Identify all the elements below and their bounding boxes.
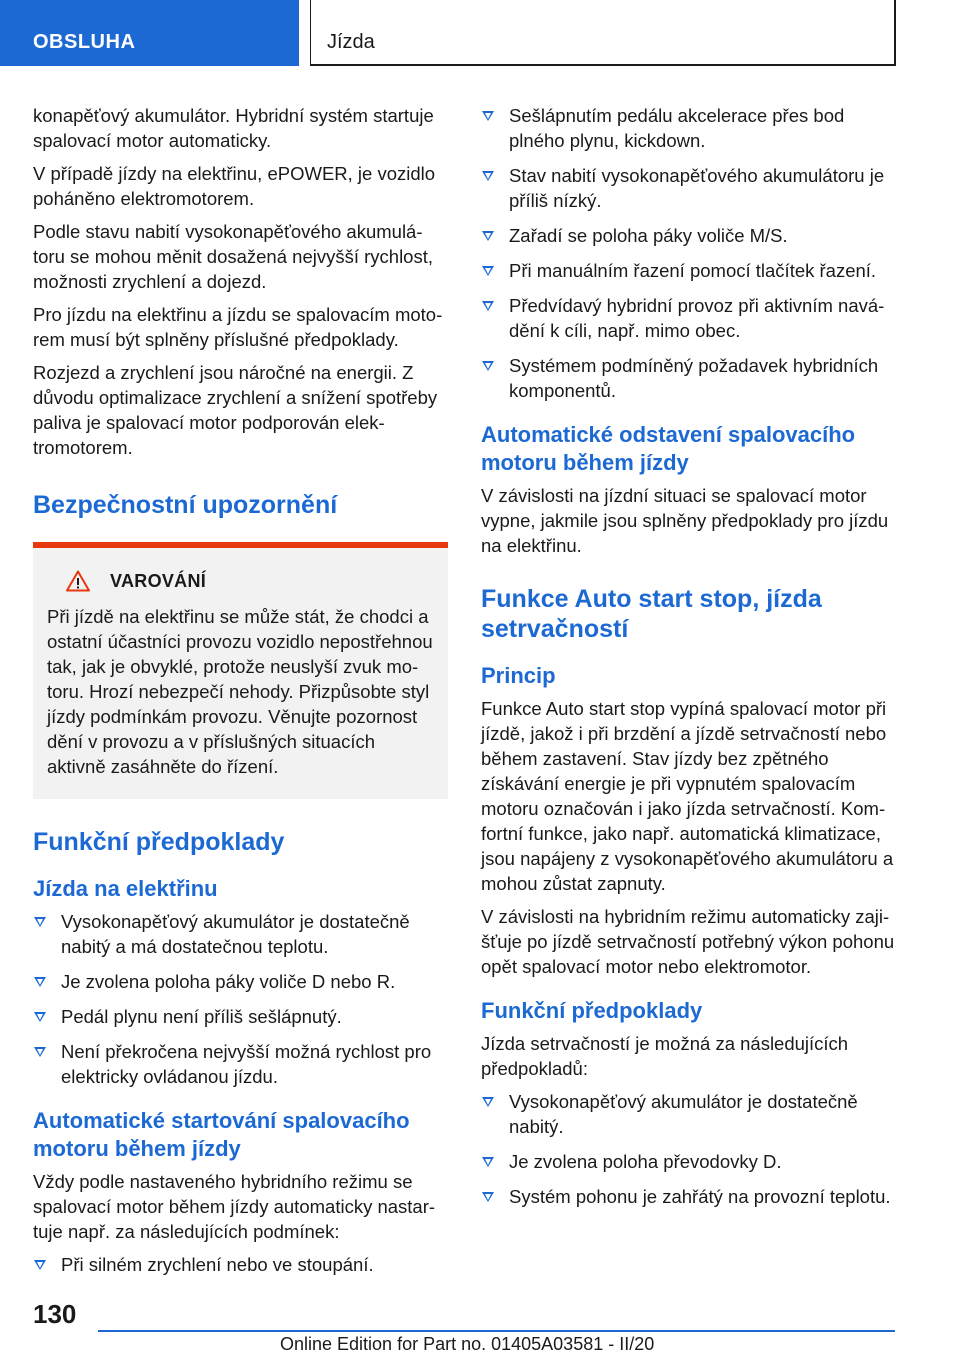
list-item: Zařadí se poloha páky voliče M/S.	[481, 223, 897, 248]
list-item: Při manuálním řazení pomocí tlačítek řazení.	[481, 258, 897, 283]
edition-text: Online Edition for Part no. 01405A03581 - II/20	[280, 1334, 655, 1354]
list-item: Je zvolena poloha převodovky D.	[481, 1149, 897, 1174]
list-item: Systém pohonu je zahřátý na provozní teplotu.	[481, 1184, 897, 1209]
triangle-bullet-icon	[34, 917, 46, 927]
chapter-title: Jízda	[310, 0, 896, 66]
triangle-bullet-icon	[34, 1260, 46, 1270]
triangle-bullet-icon	[482, 1192, 494, 1202]
triangle-bullet-icon	[34, 1047, 46, 1057]
coast-func-text: Jízda setrvačností je možná za následujících předpokladů:	[481, 1033, 849, 1079]
list-item: Pedál plynu není příliš sešlápnutý.	[33, 1004, 448, 1029]
triangle-bullet-icon	[34, 977, 46, 987]
triangle-bullet-icon	[482, 361, 494, 371]
warning-triangle-icon	[66, 570, 90, 592]
intro-paragraph: V případě jízdy na elektřinu, ePOWER, je vozidlo poháněno elektromotorem.	[33, 163, 436, 209]
warning-title-row	[66, 570, 434, 592]
list-item: Stav nabití vysokonapěťového akumulátoru je příliš nízký.	[481, 163, 897, 213]
coast-func-heading: Funkční předpoklady	[481, 998, 703, 1023]
page-header	[0, 0, 960, 66]
func-heading: Funkční předpoklady	[33, 828, 285, 856]
warning-box	[33, 548, 448, 799]
section-tab: OBSLUHA	[0, 0, 299, 66]
intro-paragraph: Pro jízdu na elektřinu a jízdu se spalovacím motorem musí být splněny příslušné předpoklady.	[33, 304, 443, 350]
triangle-bullet-icon	[482, 111, 494, 121]
warning-text: Při jízdě na elektřinu se může stát, že chodci a ostatní účastníci provozu vozidlo nepostřehnou tak, jak je obvyklé, protože neuslyší zvuk motoru. Hrozí nebezpečí nehody. Přizpůsobte styl jízdy podmínkám provozu. Věnujte pozornost dění v provozu a v příslušných situacích aktivně zasáhněte do řízení.	[47, 606, 433, 777]
coast-func-list	[481, 1089, 897, 1209]
autostart-heading: Automatické startování spalovacího motoru během jízdy	[33, 1108, 410, 1161]
electric-heading: Jízda na elektřinu	[33, 876, 218, 901]
intro-paragraph: konapěťový akumulátor. Hybridní systém startuje spalovací motor automaticky.	[33, 105, 434, 151]
intro-paragraph: Rozjezd a zrychlení jsou náročné na energii. Z důvodu optimalizace zrychlení a snížení spotřeby paliva je spalovací motor podporován elektromotorem.	[33, 362, 438, 458]
left-column	[33, 103, 448, 1287]
autostart-list	[33, 1252, 448, 1277]
electric-list	[33, 909, 448, 1089]
triangle-bullet-icon	[482, 1157, 494, 1167]
list-item: Při silném zrychlení nebo ve stoupání.	[33, 1252, 448, 1277]
principle-text: V závislosti na hybridním režimu automaticky zajišťuje po jízdě setrvačností potřebný výkon pohonu opět spalovací motor nebo elektromotor.	[481, 906, 895, 977]
triangle-bullet-icon	[482, 231, 494, 241]
list-item: Sešlápnutím pedálu akcelerace přes bod plného plynu, kickdown.	[481, 103, 897, 153]
right-column	[481, 103, 897, 1219]
safety-heading: Bezpečnostní upozornění	[33, 491, 338, 519]
list-item: Vysokonapěťový akumulátor je dostatečně nabitý.	[481, 1089, 897, 1139]
autostop-heading: Automatické odstavení spalovacího motoru během jízdy	[481, 422, 856, 475]
coast-heading: Funkce Auto start stop, jízda setrvačností	[481, 585, 822, 643]
warning-title: VAROVÁNÍ	[110, 570, 207, 591]
autostart-list-continued	[481, 103, 897, 403]
page-number: 130	[33, 1299, 77, 1329]
triangle-bullet-icon	[482, 1097, 494, 1107]
list-item: Vysokonapěťový akumulátor je dostatečně nabitý a má dostatečnou teplotu.	[33, 909, 448, 959]
principle-text: Funkce Auto start stop vypíná spalovací motor při jízdě, jakož i při brzdění a jízdě setrvačností nebo během zastavení. Stav jízdy bez zpětného získávání energie je při vypnutém spalovacím motoru označován i jako jízda setrvačností. Komfortní funkce, jako např. automatická klimatizace, jsou napájeny z vysokonapěťového akumulátoru a mohou zůstat zapnuty.	[481, 698, 894, 894]
triangle-bullet-icon	[34, 1012, 46, 1022]
principle-heading: Princip	[481, 663, 556, 688]
triangle-bullet-icon	[482, 171, 494, 181]
list-item: Předvídavý hybridní provoz při aktivním navádění k cíli, např. mimo obec.	[481, 293, 897, 343]
autostop-text: V závislosti na jízdní situaci se spalovací motor vypne, jakmile jsou splněny předpoklady pro jízdu na elektřinu.	[481, 485, 889, 556]
autostart-text: Vždy podle nastaveného hybridního režimu se spalovací motor během jízdy automaticky nastartuje např. za následujících podmínek:	[33, 1171, 436, 1242]
footer-divider	[98, 1330, 895, 1332]
list-item: Je zvolena poloha páky voliče D nebo R.	[33, 969, 448, 994]
list-item: Systémem podmíněný požadavek hybridních komponentů.	[481, 353, 897, 403]
intro-paragraph: Podle stavu nabití vysokonapěťového akumulátoru se mohou měnit dosažená nejvyšší rychlost, možnosti zrychlení a dojezd.	[33, 221, 433, 292]
list-item: Není překročena nejvyšší možná rychlost pro elektricky ovládanou jízdu.	[33, 1039, 448, 1089]
triangle-bullet-icon	[482, 301, 494, 311]
triangle-bullet-icon	[482, 266, 494, 276]
